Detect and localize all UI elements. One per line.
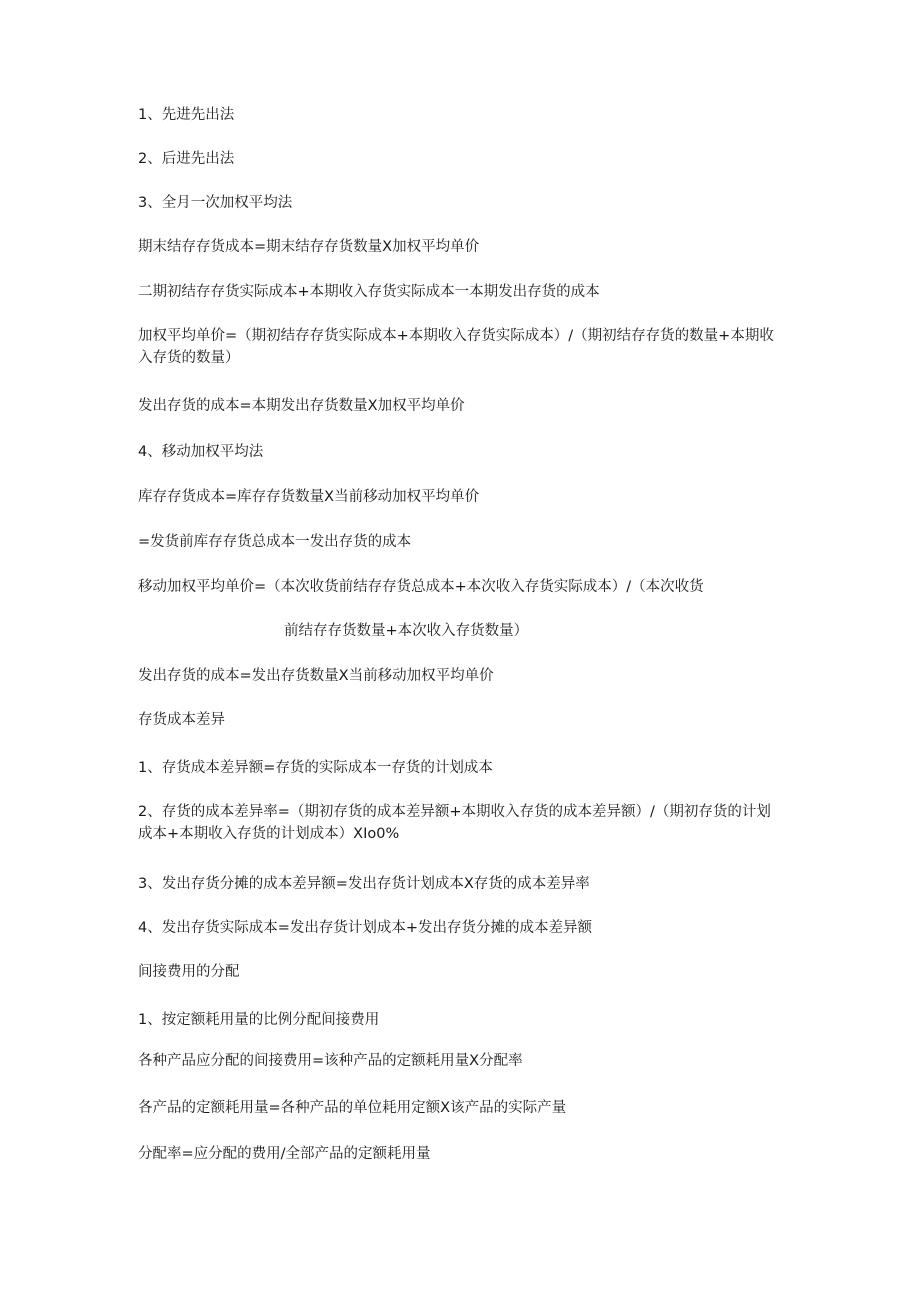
stock-inventory-cost-formula-alt: =发货前库存存货总成本一发出存货的成本 — [138, 534, 412, 550]
issued-actual-cost-formula: 4、发出存货实际成本=发出存货计划成本+发出存货分摊的成本差异额 — [138, 920, 593, 936]
moving-average-unit-price-formula: 移动加权平均单价=（本次收货前结存存货总成本+本次收入存货实际成本）/（本次收货 — [138, 579, 704, 595]
method-lifo-heading: 2、后进先出法 — [138, 151, 235, 167]
allocated-indirect-cost-formula: 各种产品应分配的间接费用=该种产品的定额耗用量X分配率 — [138, 1053, 523, 1069]
method-monthly-weighted-average-heading: 3、全月一次加权平均法 — [138, 195, 293, 211]
cost-variance-amount-formula: 1、存货成本差异额=存货的实际成本一存货的计划成本 — [138, 760, 493, 776]
method-fifo-heading: 1、先进先出法 — [138, 107, 235, 123]
indirect-cost-allocation-heading: 间接费用的分配 — [138, 964, 240, 980]
ending-inventory-cost-formula: 期末结存存货成本=期末结存存货数量X加权平均单价 — [138, 239, 480, 255]
moving-average-unit-price-formula-cont: 前结存存货数量+本次收入存货数量） — [284, 623, 529, 639]
cost-variance-rate-formula: 2、存货的成本差异率=（期初存货的成本差异额+本期收入存货的成本差异额）/（期初存货的计划成本+本期收入存货的计划成本）XIo0% — [138, 804, 771, 842]
allocation-by-quota-heading: 1、按定额耗用量的比例分配间接费用 — [138, 1012, 380, 1028]
stock-inventory-cost-formula: 库存存货成本=库存存货数量X当前移动加权平均单价 — [138, 489, 480, 505]
method-moving-weighted-average-heading: 4、移动加权平均法 — [138, 444, 264, 460]
quota-consumption-formula: 各产品的定额耗用量=各种产品的单位耗用定额X该产品的实际产量 — [138, 1100, 567, 1116]
allocated-variance-formula: 3、发出存货分摊的成本差异额=发出存货计划成本X存货的成本差异率 — [138, 876, 590, 892]
ending-inventory-cost-formula-alt: 二期初结存存货实际成本+本期收入存货实际成本一本期发出存货的成本 — [138, 284, 600, 300]
allocation-rate-formula: 分配率=应分配的费用/全部产品的定额耗用量 — [138, 1146, 431, 1162]
cost-variance-heading: 存货成本差异 — [138, 712, 225, 728]
weighted-average-unit-price-formula: 加权平均单价=（期初结存存货实际成本+本期收入存货实际成本）/（期初结存存货的数量+本期收入存货的数量） — [138, 328, 774, 366]
issued-inventory-cost-moving-formula: 发出存货的成本=发出存货数量X当前移动加权平均单价 — [138, 668, 494, 684]
issued-inventory-cost-formula: 发出存货的成本=本期发出存货数量X加权平均单价 — [138, 398, 465, 414]
